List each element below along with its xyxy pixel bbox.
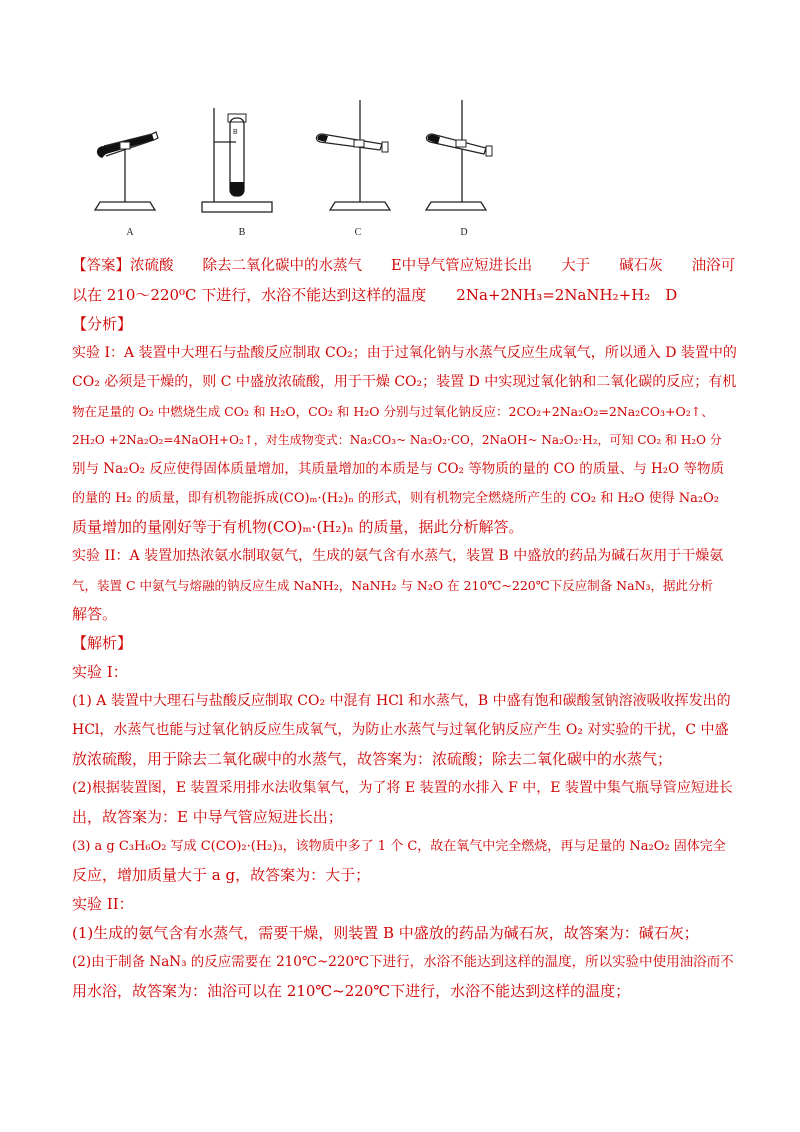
text-line: 实验 II： xyxy=(72,895,134,913)
figure-c xyxy=(308,100,408,240)
text-line: 反应，增加质量大于 a g，故答案为：大于； xyxy=(72,866,371,884)
apparatus-horizontal-test-tube-icon xyxy=(308,100,408,240)
text-line: 质量增加的量刚好等于有机物(CO)ₘ·(H₂)ₙ 的质量，据此分析解答。 xyxy=(72,518,524,536)
apparatus-vertical-test-tube-icon xyxy=(192,100,292,240)
text-line: 实验 I：A 装置中大理石与盐酸反应制取 CO₂；由于过氧化钠与水蒸气反应生成氧气，所以通入 D 装置中的 xyxy=(72,345,737,361)
section-heading-analysis: 【分析】 xyxy=(72,315,133,333)
section-heading-solution: 【解析】 xyxy=(72,634,133,652)
answer-line: 以在 210～220⁰C 下进行，水浴不能达到这样的温度 2Na+2NH₃=2NaNH₂+H₂ D xyxy=(72,286,678,304)
text-line: 2H₂O +2Na₂O₂=4NaOH+O₂↑，对生成物变式：Na₂CO₃~ Na₂O₂·CO，2NaOH~ Na₂O₂·H₂，可知 CO₂ 和 H₂O 分 xyxy=(72,433,722,447)
text-line: (2)由于制备 NaN₃ 的反应需要在 210℃~220℃下进行，水浴不能达到这样的温度，所以实验中使用油浴而不 xyxy=(72,954,734,970)
figure-label: C xyxy=(354,227,362,238)
text-line: 解答。 xyxy=(72,605,118,623)
figure-label: B xyxy=(238,227,246,238)
figure-b xyxy=(192,100,292,240)
text-line: 实验 II：A 装置加热浓氨水制取氨气，生成的氨气含有水蒸气，装置 B 中盛放的药品为碱石灰用于干燥氨 xyxy=(72,548,724,564)
text-line: HCl，水蒸气也能与过氧化钠反应生成氧气，为防止水蒸气与过氧化钠反应产生 O₂ 对实验的干扰，C 中盛 xyxy=(72,722,729,738)
apparatus-figures xyxy=(80,100,520,240)
text-line: CO₂ 必须是干燥的，则 C 中盛放浓硫酸，用于干燥 CO₂；装置 D 中实现过氧化钠和二氧化碳的反应；有机 xyxy=(72,374,737,390)
text-line: 用水浴，故答案为：油浴可以在 210℃~220℃下进行，水浴不能达到这样的温度； xyxy=(72,982,631,1000)
figure-a xyxy=(80,100,180,240)
text-line: 气，装置 C 中氨气与熔融的钠反应生成 NaNH₂，NaNH₂ 与 N₂O 在 210℃~220℃下反应制备 NaN₃，据此分析 xyxy=(72,578,714,593)
figure-label: A xyxy=(126,227,134,238)
text-line: (1) A 装置中大理石与盐酸反应制取 CO₂ 中混有 HCl 和水蒸气，B 中盛有饱和碳酸氢钠溶液吸收挥发出的 xyxy=(72,693,731,709)
figure-label: D xyxy=(460,227,468,238)
answer-line: 【答案】浓硫酸 除去二氧化碳中的水蒸气 E中导气管应短进长出 大于 碱石灰 油浴可 xyxy=(72,258,736,274)
text-line: (1)生成的氨气含有水蒸气，需要干燥，则装置 B 中盛放的药品为碱石灰，故答案为：碱石灰； xyxy=(72,924,699,942)
answer-content xyxy=(72,252,738,1006)
text-line: 出，故答案为：E 中导气管应短进长出； xyxy=(72,808,343,826)
figure-d xyxy=(414,100,514,240)
text-line: (3) a g C₃H₆O₂ 写成 C(CO)₂·(H₂)₃，该物质中多了 1 个 C，故在氧气中完全燃烧，再与足量的 Na₂O₂ 固体完全 xyxy=(72,839,726,854)
text-line: 的量的 H₂ 的质量，即有机物能拆成(CO)ₘ·(H₂)ₙ 的形式，则有机物完全燃烧所产生的 CO₂ 和 H₂O 使得 Na₂O₂ xyxy=(72,491,720,506)
text-line: (2)根据装置图，E 装置采用排水法收集氧气，为了将 E 装置的水排入 F 中，E 装置中集气瓶导管应短进长 xyxy=(72,780,733,796)
text-line: 别与 Na₂O₂ 反应使得固体质量增加，其质量增加的本质是与 CO₂ 等物质的量的 CO 的质量、与 H₂O 等物质 xyxy=(72,461,725,477)
apparatus-horizontal-test-tube-icon xyxy=(414,100,514,240)
text-line: 物在足量的 O₂ 中燃烧生成 CO₂ 和 H₂O，CO₂ 和 H₂O 分别与过氧化钠反应：2CO₂+2Na₂O₂=2Na₂CO₃+O₂↑、 xyxy=(72,404,714,419)
svg-text:B: B xyxy=(233,129,238,136)
text-line: 实验 I： xyxy=(72,663,128,681)
text-line: 放浓硫酸，用于除去二氧化碳中的水蒸气，故答案为：浓硫酸；除去二氧化碳中的水蒸气； xyxy=(72,750,673,768)
apparatus-horizontal-test-tube-icon xyxy=(80,100,180,240)
